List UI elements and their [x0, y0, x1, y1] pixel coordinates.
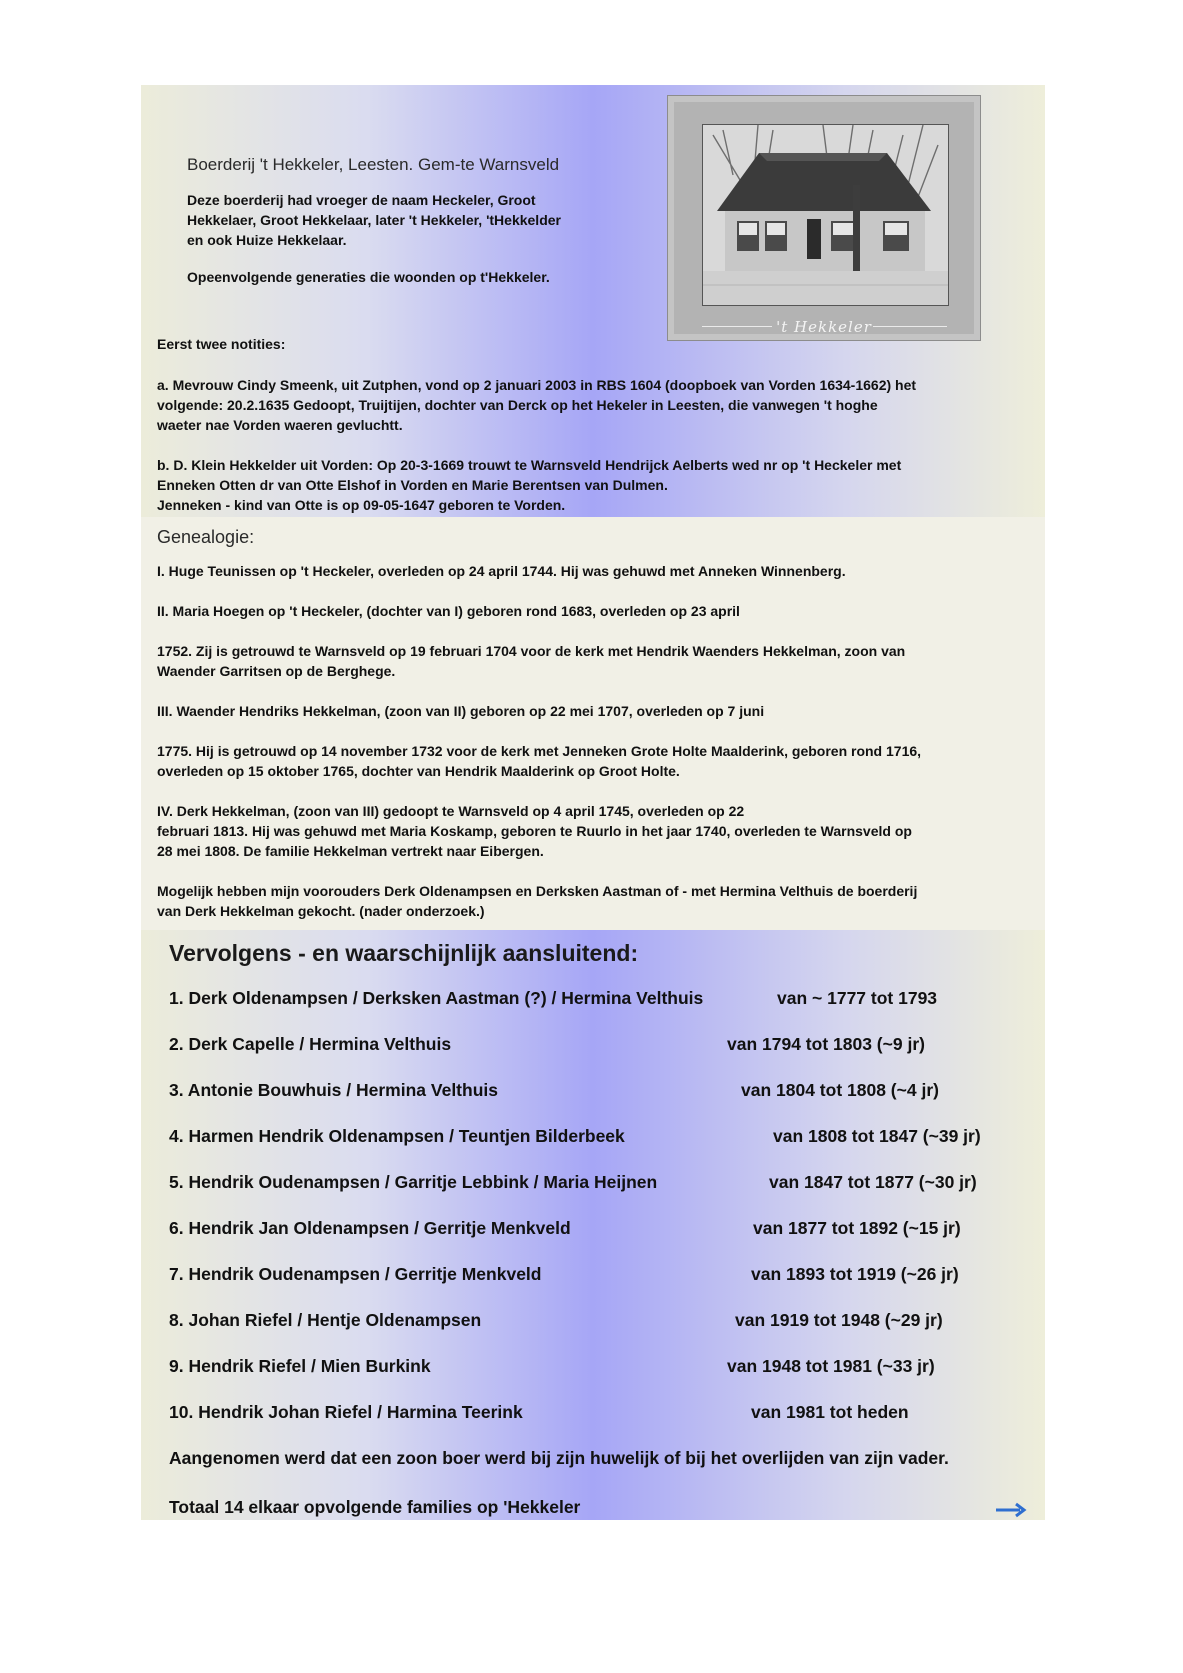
arrow-right-icon	[996, 1501, 1028, 1520]
genealogy-paragraph	[157, 561, 1037, 581]
family-names: 7. Hendrik Oudenampsen / Gerritje Menkveld	[169, 1264, 542, 1284]
period: van 1981 tot heden	[751, 1402, 909, 1422]
genealogy-line: overleden op 15 oktober 1765, dochter van Hendrik Maalderink op Groot Holte.	[157, 763, 680, 779]
succession-row	[169, 1080, 1029, 1106]
genealogy-line: I. Huge Teunissen op 't Heckeler, overleden op 24 april 1744. Hij was gehuwd met Anneken Winnenberg.	[157, 563, 846, 579]
genealogy-line: februari 1813. Hij was gehuwd met Maria Koskamp, geboren te Ruurlo in het jaar 1740, overleden te Warnsveld op	[157, 823, 912, 839]
total-families: Totaal 14 elkaar opvolgende families op 'Hekkeler	[169, 1497, 581, 1517]
succession-row	[169, 1310, 1029, 1336]
succession-row	[169, 1126, 1029, 1152]
intro-line: en ook Huize Hekkelaar.	[187, 232, 347, 248]
intro-line: Hekkelaer, Groot Hekkelaar, later 't Hekkeler, 'tHekkelder	[187, 212, 561, 228]
period: van 1847 tot 1877 (~30 jr)	[769, 1172, 977, 1192]
period: van 1808 tot 1847 (~39 jr)	[773, 1126, 981, 1146]
family-names: 2. Derk Capelle / Hermina Velthuis	[169, 1034, 452, 1054]
period: van 1794 tot 1803 (~9 jr)	[727, 1034, 925, 1054]
farm-photo-frame	[667, 95, 981, 341]
genealogy-heading: Genealogie:	[157, 527, 255, 547]
genealogy-line: III. Waender Hendriks Hekkelman, (zoon van II) geboren op 22 mei 1707, overleden op 7 juni	[157, 703, 765, 719]
note-line: waeter nae Vorden waeren gevluchtt.	[157, 417, 403, 433]
family-names: 1. Derk Oldenampsen / Derksken Aastman (?) / Hermina Velthuis	[169, 988, 704, 1008]
genealogy-paragraph	[157, 701, 1037, 721]
family-names: 8. Johan Riefel / Hentje Oldenampsen	[169, 1310, 482, 1330]
genealogy-line: Waender Garritsen op de Berghege.	[157, 663, 396, 679]
page-title: Boerderij 't Hekkeler, Leesten. Gem-te Warnsveld	[187, 155, 560, 174]
genealogy-paragraph	[157, 741, 1037, 781]
genealogy-line: Mogelijk hebben mijn voorouders Derk Oldenampsen en Derksken Aastman of - met Hermina Velthuis de boerderij	[157, 883, 918, 899]
succession-row	[169, 1356, 1029, 1382]
period: van 1919 tot 1948 (~29 jr)	[735, 1310, 943, 1330]
period: van 1877 tot 1892 (~15 jr)	[753, 1218, 961, 1238]
note-line: a. Mevrouw Cindy Smeenk, uit Zutphen, vond op 2 januari 2003 in RBS 1604 (doopboek van Vorden 1634-1662) het	[157, 377, 917, 393]
family-names: 6. Hendrik Jan Oldenampsen / Gerritje Menkveld	[169, 1218, 571, 1238]
note-line: Enneken Otten dr van Otte Elshof in Vorden en Marie Berentsen van Dulmen.	[157, 477, 668, 493]
generations-subtitle: Opeenvolgende generaties die woonden op t'Hekkeler.	[187, 269, 550, 285]
genealogy-line: 1752. Zij is getrouwd te Warnsveld op 19 februari 1704 voor de kerk met Hendrik Waenders Hekkelman, zoon van	[157, 643, 906, 659]
period: van ~ 1777 tot 1793	[777, 988, 938, 1008]
genealogy-paragraph	[157, 641, 1037, 681]
note-line: b. D. Klein Hekkelder uit Vorden: Op 20-3-1669 trouwt te Warnsveld Hendrijck Aelberts wed nr op 't Heckeler met	[157, 457, 902, 473]
note-line: volgende: 20.2.1635 Gedoopt, Truijtijen, dochter van Derck op het Hekeler in Leesten, die vanwegen 't hoghe	[157, 397, 878, 413]
family-names: 5. Hendrik Oudenampsen / Garritje Lebbink / Maria Heijnen	[169, 1172, 658, 1192]
note-line: Jenneken - kind van Otte is op 09-05-1647 geboren te Vorden.	[157, 497, 566, 513]
succession-row	[169, 1218, 1029, 1244]
genealogy-paragraph	[157, 881, 1037, 921]
note-a	[157, 375, 1037, 435]
family-names: 3. Antonie Bouwhuis / Hermina Velthuis	[169, 1080, 498, 1100]
genealogy-line: 28 mei 1808. De familie Hekkelman vertrekt naar Eibergen.	[157, 843, 544, 859]
intro-text	[187, 190, 561, 250]
succession-row	[169, 1034, 1029, 1060]
family-names: 9. Hendrik Riefel / Mien Burkink	[169, 1356, 431, 1376]
genealogy-line: II. Maria Hoegen op 't Heckeler, (dochter van I) geboren rond 1683, overleden op 23 april	[157, 603, 740, 619]
family-names: 10. Hendrik Johan Riefel / Harmina Teerink	[169, 1402, 523, 1422]
intro-line: Deze boerderij had vroeger de naam Heckeler, Groot	[187, 192, 536, 208]
notes-heading: Eerst twee notities:	[157, 336, 286, 352]
period: van 1804 tot 1808 (~4 jr)	[741, 1080, 939, 1100]
farmhouse-photo	[702, 124, 949, 306]
genealogy-line: IV. Derk Hekkelman, (zoon van III) gedoopt te Warnsveld op 4 april 1745, overleden op 22	[157, 803, 745, 819]
note-b	[157, 455, 1037, 515]
genealogy-paragraph	[157, 801, 1037, 861]
family-names: 4. Harmen Hendrik Oldenampsen / Teuntjen Bilderbeek	[169, 1126, 625, 1146]
genealogy-line: van Derk Hekkelman gekocht. (nader onderzoek.)	[157, 903, 485, 919]
photo-caption: 't Hekkeler	[776, 318, 872, 336]
succession-row	[169, 1402, 1029, 1428]
genealogy-section	[141, 517, 1045, 930]
succession-row	[169, 988, 1029, 1014]
succession-row	[169, 1264, 1029, 1290]
succession-heading: Vervolgens - en waarschijnlijk aansluitend:	[169, 940, 639, 966]
intro-section	[141, 85, 1045, 517]
genealogy-paragraph	[157, 601, 1037, 621]
genealogy-line: 1775. Hij is getrouwd op 14 november 1732 voor de kerk met Jenneken Grote Holte Maalderink, geboren rond 1716,	[157, 743, 922, 759]
period: van 1893 tot 1919 (~26 jr)	[751, 1264, 959, 1284]
assumption-note: Aangenomen werd dat een zoon boer werd bij zijn huwelijk of bij het overlijden van zijn vader.	[169, 1448, 949, 1468]
succession-section	[141, 930, 1045, 1520]
succession-row	[169, 1172, 1029, 1198]
period: van 1948 tot 1981 (~33 jr)	[727, 1356, 935, 1376]
